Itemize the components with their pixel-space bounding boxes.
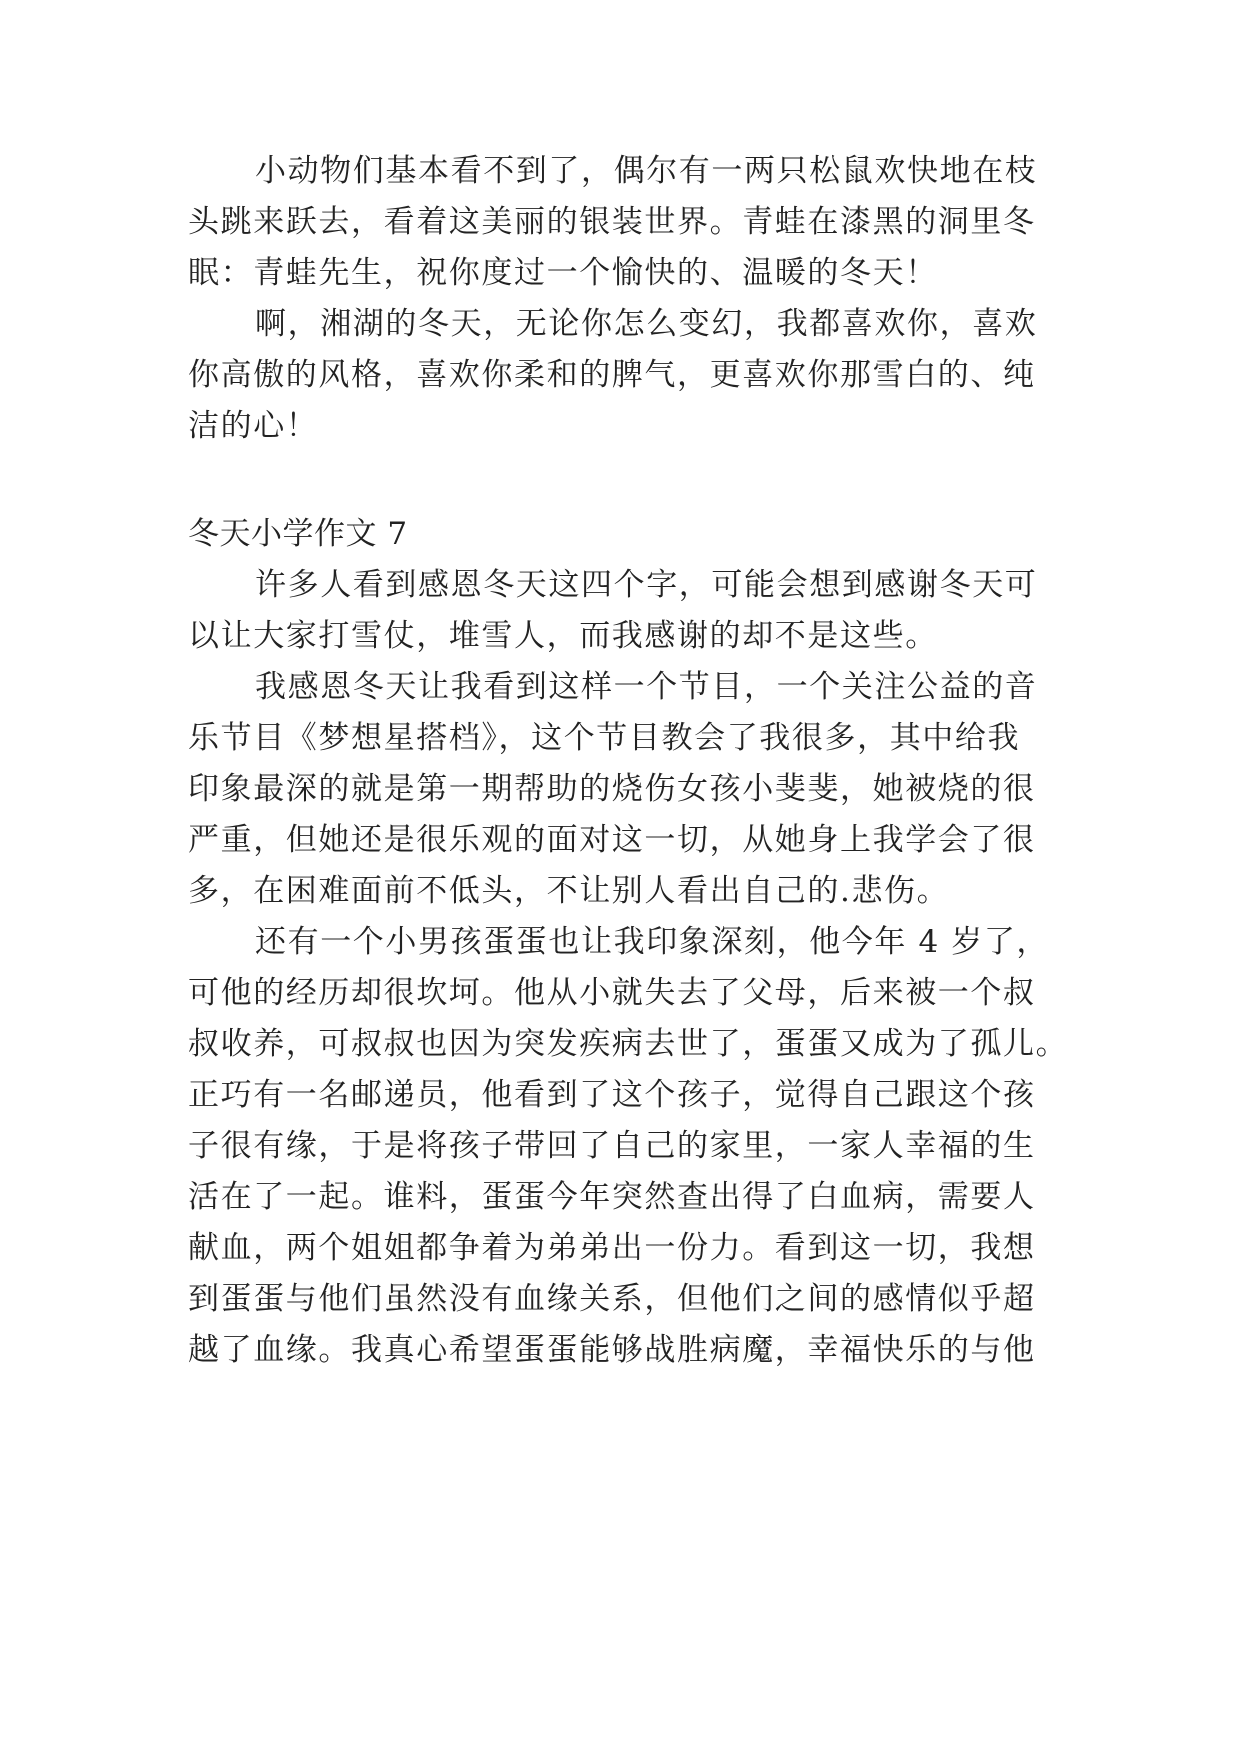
paragraph-line: 越了血缘。我真心希望蛋蛋能够战胜病魔，幸福快乐的与他 (188, 1332, 1036, 1368)
paragraph-line: 头跳来跃去，看着这美丽的银装世界。青蛙在漆黑的洞里冬 (188, 204, 1036, 240)
paragraph-line: 可他的经历却很坎坷。他从小就失去了父母，后来被一个叔 (188, 975, 1036, 1011)
paragraph-line: 正巧有一名邮递员，他看到了这个孩子，觉得自己跟这个孩 (188, 1077, 1036, 1113)
paragraph-line: 乐节目《梦想星搭档》，这个节目教会了我很多，其中给我 (188, 720, 1021, 756)
paragraph-line: 啊，湘湖的冬天，无论你怎么变幻，我都喜欢你，喜欢 (255, 306, 1038, 342)
paragraph-line: 到蛋蛋与他们虽然没有血缘关系，但他们之间的感情似乎超 (188, 1281, 1036, 1317)
section-heading: 冬天小学作文 7 (188, 516, 408, 552)
paragraph-line: 我感恩冬天让我看到这样一个节目，一个关注公益的音 (255, 669, 1038, 705)
paragraph-line: 眠：青蛙先生，祝你度过一个愉快的、温暖的冬天！ (188, 255, 938, 291)
paragraph-line: 以让大家打雪仗，堆雪人，而我感谢的却不是这些。 (188, 618, 938, 654)
paragraph-line: 洁的心！ (188, 408, 319, 444)
paragraph-line: 子很有缘，于是将孩子带回了自己的家里，一家人幸福的生 (188, 1128, 1036, 1164)
paragraph-line: 印象最深的就是第一期帮助的烧伤女孩小斐斐，她被烧的很 (188, 771, 1036, 807)
paragraph-line: 多，在困难面前不低头，不让别人看出自己的.悲伤。 (188, 873, 950, 909)
paragraph-line: 你高傲的风格，喜欢你柔和的脾气，更喜欢你那雪白的、纯 (188, 357, 1036, 393)
paragraph-line: 献血，两个姐姐都争着为弟弟出一份力。看到这一切，我想 (188, 1230, 1036, 1266)
paragraph-line: 叔收养，可叔叔也因为突发疾病去世了，蛋蛋又成为了孤儿。 (188, 1026, 1069, 1062)
paragraph-line: 活在了一起。谁料，蛋蛋今年突然查出得了白血病，需要人 (188, 1179, 1036, 1215)
paragraph-line: 小动物们基本看不到了，偶尔有一两只松鼠欢快地在枝 (255, 153, 1038, 189)
paragraph-line: 严重，但她还是很乐观的面对这一切，从她身上我学会了很 (188, 822, 1036, 858)
paragraph-line: 许多人看到感恩冬天这四个字，可能会想到感谢冬天可 (255, 567, 1038, 603)
paragraph-line: 还有一个小男孩蛋蛋也让我印象深刻，他今年 4 岁了， (255, 924, 1050, 960)
